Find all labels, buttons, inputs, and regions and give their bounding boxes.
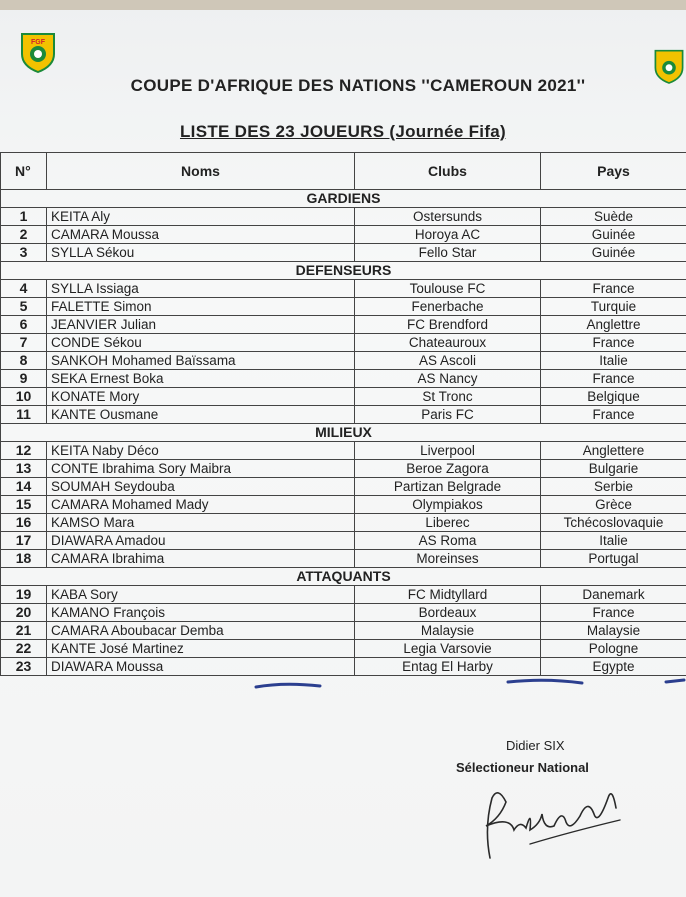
player-club: Liverpool [355, 442, 541, 460]
player-name: KEITA Naby Déco [47, 442, 355, 460]
player-country: Egypte [541, 658, 686, 676]
roster-body [1, 190, 686, 676]
player-club: Beroe Zagora [355, 460, 541, 478]
player-country: Italie [541, 352, 686, 370]
player-country: Grèce [541, 496, 686, 514]
player-club: FC Brendford [355, 316, 541, 334]
player-name: SYLLA Issiaga [47, 280, 355, 298]
table-row [1, 352, 686, 370]
table-row [1, 478, 686, 496]
player-name: KANTE José Martinez [47, 640, 355, 658]
player-club: Ostersunds [355, 208, 541, 226]
signatory-name: Didier SIX [506, 738, 565, 753]
player-name: KONATE Mory [47, 388, 355, 406]
player-country: Italie [541, 532, 686, 550]
table-row [1, 622, 686, 640]
logo-text: FGF [31, 39, 45, 46]
player-club: Toulouse FC [355, 280, 541, 298]
player-number: 12 [1, 442, 47, 460]
player-club: AS Roma [355, 532, 541, 550]
player-club: Moreinses [355, 550, 541, 568]
table-row [1, 514, 686, 532]
player-country: Malaysie [541, 622, 686, 640]
player-country: France [541, 406, 686, 424]
header-club: Clubs [355, 153, 541, 190]
player-name: SOUMAH Seydouba [47, 478, 355, 496]
player-club: Bordeaux [355, 604, 541, 622]
section-row [1, 190, 686, 208]
handwritten-signature [470, 768, 640, 868]
player-club: Chateauroux [355, 334, 541, 352]
player-number: 14 [1, 478, 47, 496]
section-row [1, 568, 686, 586]
table-row [1, 406, 686, 424]
paper-edge [0, 0, 686, 10]
player-club: Partizan Belgrade [355, 478, 541, 496]
player-number: 22 [1, 640, 47, 658]
player-number: 16 [1, 514, 47, 532]
document-title: COUPE D'AFRIQUE DES NATIONS ''CAMEROUN 2021'' [130, 76, 586, 95]
player-country: Tchécoslovaquie [541, 514, 686, 532]
player-number: 17 [1, 532, 47, 550]
table-row [1, 640, 686, 658]
player-club: FC Midtyllard [355, 586, 541, 604]
player-country: Pologne [541, 640, 686, 658]
table-row [1, 442, 686, 460]
player-club: Entag El Harby [355, 658, 541, 676]
player-country: Danemark [541, 586, 686, 604]
player-name: CAMARA Aboubacar Demba [47, 622, 355, 640]
player-name: DIAWARA Amadou [47, 532, 355, 550]
section-label: ATTAQUANTS [1, 568, 686, 586]
table-row [1, 244, 686, 262]
section-label: MILIEUX [1, 424, 686, 442]
section-row [1, 424, 686, 442]
player-number: 1 [1, 208, 47, 226]
player-country: France [541, 334, 686, 352]
player-name: SEKA Ernest Boka [47, 370, 355, 388]
table-row [1, 658, 686, 676]
player-name: SANKOH Mohamed Baïssama [47, 352, 355, 370]
table-row [1, 586, 686, 604]
player-club: Olympiakos [355, 496, 541, 514]
player-number: 4 [1, 280, 47, 298]
player-number: 13 [1, 460, 47, 478]
player-number: 10 [1, 388, 47, 406]
table-row [1, 550, 686, 568]
player-club: Legia Varsovie [355, 640, 541, 658]
table-row [1, 388, 686, 406]
player-roster-table [0, 152, 686, 676]
header-number: N° [1, 153, 47, 190]
table-row [1, 298, 686, 316]
player-name: DIAWARA Moussa [47, 658, 355, 676]
player-club: Liberec [355, 514, 541, 532]
table-row [1, 316, 686, 334]
player-name: KAMSO Mara [47, 514, 355, 532]
player-country: Anglettre [541, 316, 686, 334]
player-number: 8 [1, 352, 47, 370]
player-number: 21 [1, 622, 47, 640]
pen-strike-mark [506, 676, 586, 688]
section-row [1, 262, 686, 280]
table-row [1, 208, 686, 226]
table-row [1, 460, 686, 478]
document-subtitle: LISTE DES 23 JOUEURS (Journée Fifa) [179, 122, 506, 141]
player-number: 2 [1, 226, 47, 244]
player-country: Guinée [541, 226, 686, 244]
player-country: Guinée [541, 244, 686, 262]
player-number: 23 [1, 658, 47, 676]
player-number: 9 [1, 370, 47, 388]
table-row [1, 604, 686, 622]
player-country: Portugal [541, 550, 686, 568]
player-country: France [541, 280, 686, 298]
player-number: 15 [1, 496, 47, 514]
section-label: DEFENSEURS [1, 262, 686, 280]
federation-logo-left [18, 30, 58, 74]
player-name: CONDE Sékou [47, 334, 355, 352]
player-country: Turquie [541, 298, 686, 316]
player-number: 3 [1, 244, 47, 262]
player-club: AS Ascoli [355, 352, 541, 370]
section-label: GARDIENS [1, 190, 686, 208]
header-name: Noms [47, 153, 355, 190]
player-name: KEITA Aly [47, 208, 355, 226]
table-row [1, 370, 686, 388]
player-country: Suède [541, 208, 686, 226]
player-country: France [541, 604, 686, 622]
player-club: St Tronc [355, 388, 541, 406]
player-country: Belgique [541, 388, 686, 406]
player-number: 19 [1, 586, 47, 604]
player-club: AS Nancy [355, 370, 541, 388]
player-name: KAMANO François [47, 604, 355, 622]
table-row [1, 226, 686, 244]
player-name: FALETTE Simon [47, 298, 355, 316]
player-country: Anglettere [541, 442, 686, 460]
pen-strike-mark [664, 676, 686, 686]
player-country: Bulgarie [541, 460, 686, 478]
player-number: 5 [1, 298, 47, 316]
player-number: 11 [1, 406, 47, 424]
player-club: Paris FC [355, 406, 541, 424]
player-number: 18 [1, 550, 47, 568]
player-number: 6 [1, 316, 47, 334]
player-name: CONTE Ibrahima Sory Maibra [47, 460, 355, 478]
player-name: SYLLA Sékou [47, 244, 355, 262]
player-name: CAMARA Mohamed Mady [47, 496, 355, 514]
table-row [1, 532, 686, 550]
player-club: Fenerbache [355, 298, 541, 316]
player-name: CAMARA Moussa [47, 226, 355, 244]
signatory-title: Sélectioneur National [456, 760, 589, 775]
player-number: 20 [1, 604, 47, 622]
player-name: KANTE Ousmane [47, 406, 355, 424]
player-name: JEANVIER Julian [47, 316, 355, 334]
player-club: Malaysie [355, 622, 541, 640]
player-club: Fello Star [355, 244, 541, 262]
table-header-row [1, 153, 686, 190]
player-country: Serbie [541, 478, 686, 496]
table-row [1, 496, 686, 514]
header-country: Pays [541, 153, 686, 190]
player-name: KABA Sory [47, 586, 355, 604]
player-number: 7 [1, 334, 47, 352]
player-name: CAMARA Ibrahima [47, 550, 355, 568]
pen-strike-mark [254, 680, 324, 692]
table-row [1, 334, 686, 352]
player-country: France [541, 370, 686, 388]
player-club: Horoya AC [355, 226, 541, 244]
table-row [1, 280, 686, 298]
